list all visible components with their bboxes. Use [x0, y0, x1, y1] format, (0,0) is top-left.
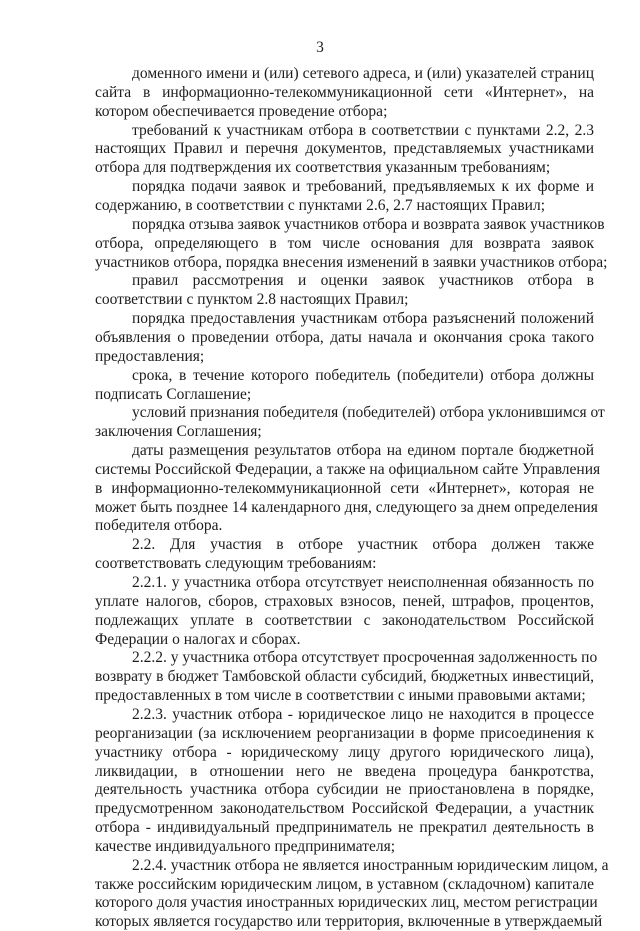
text-line: сайта в информационно-телекоммуникационной сети «Интернет», на	[95, 83, 594, 101]
text-line: предусмотренном законодательством Российской Федерации, а участник	[95, 800, 594, 818]
text-line: срока, в течение которого победитель (победители) отбора должны	[132, 366, 594, 384]
text-line: в информационно-телекоммуникационной сети «Интернет», которая не	[95, 479, 594, 497]
text-line: реорганизации (за исключением реорганизации в форме присоединения к	[95, 724, 594, 742]
text-line: 2.2.3. участник отбора - юридическое лицо не находится в процессе	[132, 705, 594, 723]
text-line: участников отбора, порядка внесения изменений в заявки участников отбора;	[95, 253, 608, 271]
text-line: Федерации о налогах и сборах.	[95, 630, 301, 648]
text-line: также российским юридическим лицом, в уставном (складочном) капитале	[95, 875, 594, 893]
text-line: может быть позднее 14 календарного дня, следующего за днем определения	[95, 498, 598, 516]
text-line: 2.2.1. у участника отбора отсутствует неисполненная обязанность по	[132, 574, 594, 591]
page-number: 3	[316, 39, 324, 56]
text-line: возврату в бюджет Тамбовской области субсидий, бюджетных инвестиций,	[95, 668, 594, 686]
text-line: доменного имени и (или) сетевого адреса, и (или) указателей страниц	[132, 65, 594, 82]
text-line: условий признания победителя (победителей) отбора уклонившимся от	[132, 404, 605, 422]
text-line: предоставленных в том числе в соответствии с иными правовыми актами;	[95, 687, 586, 705]
text-line: деятельность участника отбора субсидии не приостановлена в порядке,	[95, 781, 594, 799]
text-line: требований к участникам отбора в соответствии с пунктами 2.2, 2.3	[132, 121, 594, 139]
text-line: 2.2.4. участник отбора не является иностранным юридическим лицом, а	[132, 856, 609, 874]
text-line: соответствии с пунктом 2.8 настоящих Правил;	[95, 291, 409, 309]
text-line: даты размещения результатов отбора на едином портале бюджетной	[132, 442, 594, 459]
text-line: отбора - индивидуальный предприниматель не прекратил деятельность в	[95, 819, 594, 836]
text-line: которого доля участия иностранных юридических лиц, местом регистрации	[95, 894, 598, 912]
text-line: участнику отбора - юридическому лицу другого юридического лица),	[95, 743, 594, 761]
text-line: ликвидации, в отношении него не введена процедура банкротства,	[95, 762, 594, 780]
text-line: отбора, определяющего в том числе основания для возврата заявок	[95, 234, 594, 252]
text-line: котором обеспечивается проведение отбора;	[95, 102, 388, 120]
text-line: предоставления;	[95, 347, 205, 365]
text-line: подписать Соглашение;	[95, 385, 252, 403]
text-line: системы Российской Федерации, а также на официальном сайте Управления	[95, 460, 601, 478]
text-line: уплате налогов, сборов, страховых взносов, пеней, штрафов, процентов,	[95, 592, 594, 610]
text-line: объявления о проведении отбора, даты начала и окончания срока такого	[95, 328, 594, 346]
text-line: порядка предоставления участникам отбора разъяснений положений	[132, 310, 594, 328]
text-line: которых является государство или территория, включенные в утверждаемый	[95, 913, 603, 931]
text-line: содержанию, в соответствии с пунктами 2.6, 2.7 настоящих Правил;	[95, 197, 546, 214]
text-line: качестве индивидуального предпринимателя;	[95, 837, 396, 855]
text-line: порядка отзыва заявок участников отбора и возврата заявок участников	[132, 215, 605, 233]
text-line: заключения Соглашения;	[95, 423, 262, 441]
text-line: 2.2. Для участия в отборе участник отбора должен также	[132, 536, 594, 554]
text-line: настоящих Правил и перечня документов, представляемых участниками	[95, 140, 594, 158]
text-line: порядка подачи заявок и требований, предъявляемых к их форме и	[132, 178, 594, 196]
text-line: отбора для подтверждения их соответствия указанным требованиям;	[95, 159, 551, 177]
text-line: 2.2.2. у участника отбора отсутствует просроченная задолженность по	[132, 649, 598, 667]
text-line: победителя отбора.	[95, 517, 223, 535]
text-line: правил рассмотрения и оценки заявок участников отбора в	[132, 272, 594, 290]
text-line: соответствовать следующим требованиям:	[95, 555, 377, 573]
text-line: подлежащих уплате в соответствии с законодательством Российской	[95, 611, 594, 629]
